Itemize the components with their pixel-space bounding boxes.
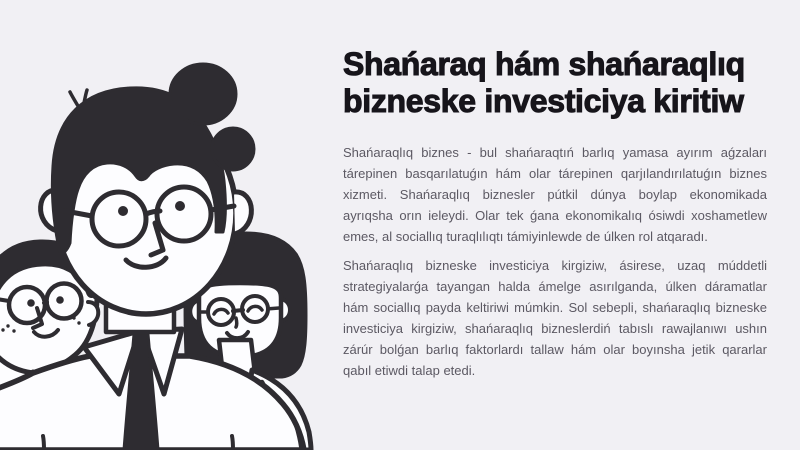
paragraph	[343, 255, 767, 381]
body-text	[343, 142, 767, 381]
body-line: Shańaraqlıq biznes - bul shańaraqtıń barlıq yamasa ayırım aǵzaları	[343, 145, 767, 160]
boy-ear-icon	[88, 302, 98, 325]
family-illustration	[0, 0, 330, 450]
woman-glasses-right	[242, 296, 268, 322]
man-glasses-right	[157, 187, 211, 241]
man-glasses-left	[92, 192, 146, 246]
title-line: Shańaraq hám shańaraqlıq	[343, 46, 745, 82]
body-line: hám sociallıq payda keltiriwi múmkin. Sol sebepli, shańaraqlıq bizneske	[343, 300, 767, 315]
paragraph	[343, 142, 767, 247]
woman-nose	[236, 318, 237, 327]
text-column	[343, 46, 767, 389]
boy-glasses-right	[47, 284, 82, 319]
body-line: zárúr bolǵan barlıq faktorlardı tallaw hám olar boyınsha jetik qararlar	[343, 342, 767, 357]
body-line: xizmeti. Shańaraqlıq biznesler pútkil dúnya boylap ekonomikada	[343, 187, 767, 202]
body-line: tárepinen basqarılatuǵın hám olar tárepinen qarjılandırılatuǵın biznes	[343, 166, 767, 181]
man-ear-right-icon	[234, 192, 251, 234]
man-hair-sprig	[70, 92, 78, 106]
body-line: ayrıqsha orın ieleydi. Olar tek ǵana ekonomikalıq ósiwdi xoshametlew	[343, 208, 767, 223]
body-line: Shańaraqlıq bizneske investiciya kirgiziw, ásirese, uzaq múddetli	[343, 258, 767, 273]
body-line: strategiyalarǵa tayangan halda ámelge asırılganda, úlken dáramatlar	[343, 279, 767, 294]
body-line: investiciya kirgiziw, shańaraqlıq bizneslerdiń tabıslı rawajlanıwı ushın	[343, 321, 767, 336]
body-line: emes, al sociallıq turaqlılıqtı támiyinlewde de úlken rol atqaradı.	[343, 229, 708, 244]
title-line: bizneske investiciya kiritiw	[343, 83, 744, 119]
page-title	[343, 46, 767, 120]
woman-glasses-left	[208, 299, 234, 325]
body-line: qabıl etiwdi talap etedi.	[343, 363, 476, 378]
